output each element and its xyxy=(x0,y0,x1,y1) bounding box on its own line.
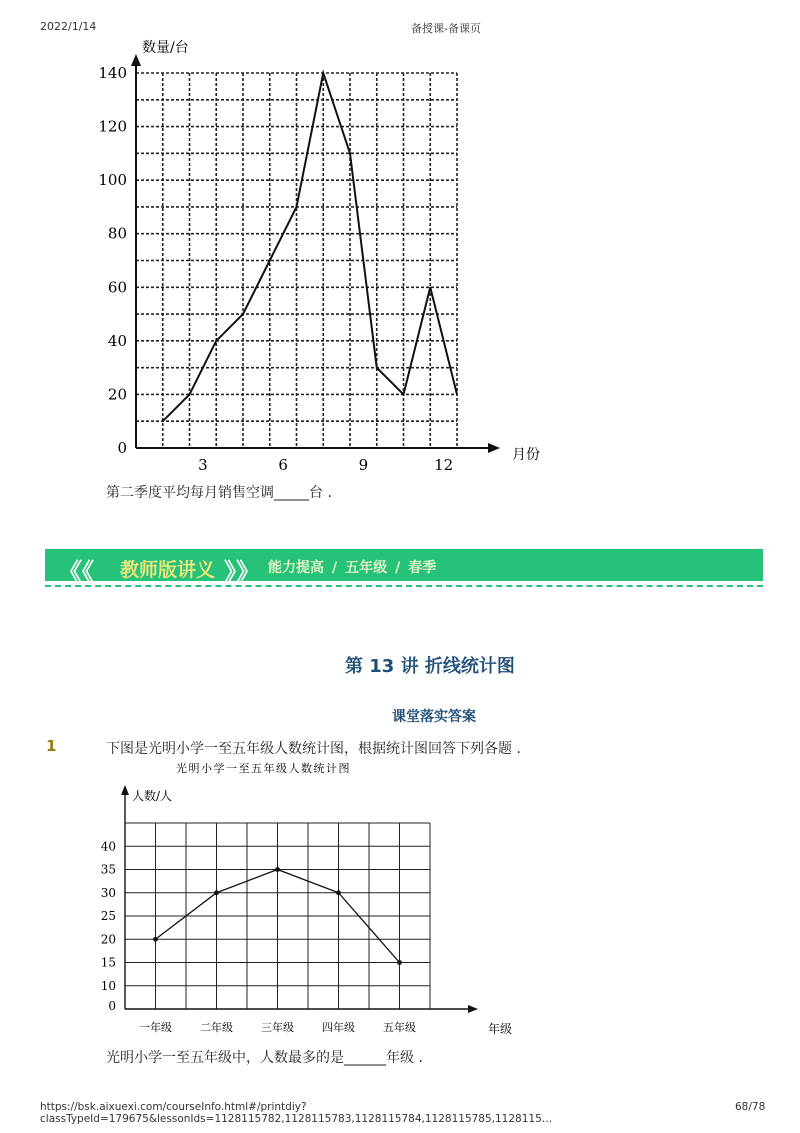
question-text: 下图是光明小学一至五年级人数统计图，根据统计图回答下列各题 . xyxy=(106,741,521,757)
chart1-grid xyxy=(136,73,457,448)
chart1-x-arrow-icon xyxy=(488,443,500,453)
chart2-x-tick-label: 五年级 xyxy=(383,1021,416,1034)
chart2-y-arrow-icon xyxy=(121,785,129,795)
banner-title: 教师版讲义 xyxy=(120,559,216,581)
chart1-y-arrow-icon xyxy=(131,54,141,66)
chart1-x-tick-label: 6 xyxy=(278,456,288,474)
banner-item-ability: 能力提高 xyxy=(268,560,324,576)
chart1-y-tick-label: 120 xyxy=(98,117,127,136)
chart2-y-ticks xyxy=(101,839,116,1013)
chart2-y-tick-label: 0 xyxy=(108,999,116,1013)
chart2-y-tick-label: 35 xyxy=(100,862,116,877)
banner-item-season: 春季 xyxy=(408,560,437,576)
chart2-data-point xyxy=(214,890,219,895)
lesson-title: 第 13 讲 折线统计图 xyxy=(345,656,515,677)
banner-item-grade: 五年级 xyxy=(345,560,388,576)
footer-url: https://bsk.aixuexi.com/courseInfo.html#/printdiy?classTypeId=179675&lessonIds=1128115782,1128115783,1128115784,1128115785,1128115… xyxy=(40,1101,553,1125)
chart2-axes xyxy=(121,785,478,1013)
chart2-data-point xyxy=(153,937,158,942)
section-title: 课堂落实答案 xyxy=(392,709,476,725)
sales-line-chart xyxy=(0,30,600,480)
chart2-data-point xyxy=(397,960,402,965)
chart2-title: 光明小学一至五年级人数统计图 xyxy=(176,762,351,775)
banner-separator: / xyxy=(395,560,401,576)
chart2-y-tick-label: 30 xyxy=(100,885,116,900)
chart2-grid xyxy=(125,823,430,1009)
chart1-series-line xyxy=(163,73,457,421)
chart1-y-axis-label: 数量/台 xyxy=(142,40,189,56)
print-title: 备授课-备课页 xyxy=(411,22,481,35)
chart2-x-tick-label: 三年级 xyxy=(261,1021,294,1034)
banner-meta xyxy=(268,557,436,577)
chart2-x-tick-label: 二年级 xyxy=(200,1021,233,1034)
left-chevrons-icon: 《《 xyxy=(58,558,94,586)
chart1-x-axis-label: 月份 xyxy=(512,447,540,463)
chart1-y-tick-label: 20 xyxy=(107,385,127,404)
chart2-y-tick-label: 40 xyxy=(100,839,116,854)
chart1-y-tick-label: 100 xyxy=(98,171,127,190)
chart1-y-tick-label: 60 xyxy=(107,278,127,297)
chart2-y-tick-label: 10 xyxy=(100,978,116,993)
chart1-x-tick-label: 12 xyxy=(434,456,454,474)
chart2-x-axis-label: 年级 xyxy=(488,1022,513,1036)
chart1-x-tick-label: 3 xyxy=(198,456,208,474)
chart2-data-point xyxy=(275,867,280,872)
banner-separator: / xyxy=(332,560,338,576)
chart2-x-arrow-icon xyxy=(468,1005,478,1013)
chart1-y-ticks xyxy=(98,64,127,457)
chart1-y-tick-label: 0 xyxy=(117,439,127,457)
chart2-y-tick-label: 20 xyxy=(100,932,116,947)
chart2-x-ticks xyxy=(139,1020,416,1034)
print-date: 2022/1/14 xyxy=(40,20,97,33)
banner-divider xyxy=(45,585,763,587)
chart2-data-point xyxy=(336,890,341,895)
sub-question: 光明小学一至五年级中，人数最多的是______年级 . xyxy=(106,1050,423,1066)
chart2-x-tick-label: 一年级 xyxy=(139,1021,172,1034)
chart1-y-tick-label: 80 xyxy=(107,224,127,243)
question-number: 1 xyxy=(46,737,57,755)
chart1-x-ticks xyxy=(198,456,453,474)
chart2-x-tick-label: 四年级 xyxy=(322,1021,355,1034)
right-chevrons-icon: 》》 xyxy=(224,558,260,586)
footer-page-number: 68/78 xyxy=(735,1101,766,1113)
chart1-x-tick-label: 9 xyxy=(358,456,369,474)
chart1-y-tick-label: 140 xyxy=(98,64,127,82)
chart2-y-tick-label: 25 xyxy=(100,909,116,923)
chart1-y-tick-label: 40 xyxy=(107,331,127,350)
students-line-chart xyxy=(0,755,560,1045)
chart1-question: 第二季度平均每月销售空调_____台 . xyxy=(106,485,332,501)
chart2-y-tick-label: 15 xyxy=(100,955,116,970)
chart2-y-axis-label: 人数/人 xyxy=(132,789,173,803)
